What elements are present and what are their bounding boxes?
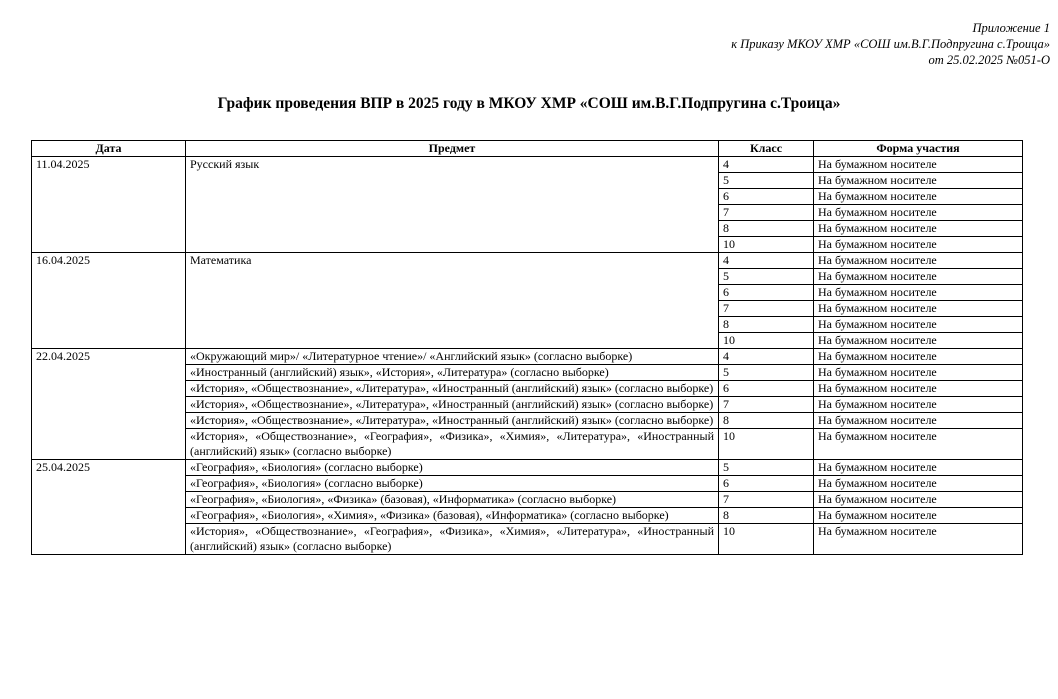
subject-cell: «География», «Биология» (согласно выборке) [186, 476, 719, 492]
participation-form-cell: На бумажном носителе [814, 157, 1023, 173]
participation-form-cell: На бумажном носителе [814, 253, 1023, 269]
table-body [32, 157, 1023, 555]
participation-form-cell: На бумажном носителе [814, 429, 1023, 460]
subject-cell: Математика [186, 253, 719, 349]
participation-form-cell: На бумажном носителе [814, 237, 1023, 253]
subject-cell: Русский язык [186, 157, 719, 253]
vpr-schedule-table [31, 140, 1023, 555]
class-cell: 8 [719, 508, 814, 524]
subject-cell: «История», «Обществознание», «Литература», «Иностранный (английский) язык» (согласно выборке) [186, 381, 719, 397]
document-title: График проведения ВПР в 2025 году в МКОУ ХМР «СОШ им.В.Г.Подпругина с.Троица» [217, 95, 841, 112]
subject-cell: «Окружающий мир»/ «Литературное чтение»/ «Английский язык» (согласно выборке) [186, 349, 719, 365]
subject-cell: «Иностранный (английский) язык», «История», «Литература» (согласно выборке) [186, 365, 719, 381]
class-cell: 10 [719, 237, 814, 253]
date-cell: 25.04.2025 [32, 460, 186, 555]
subject-cell: «География», «Биология», «Химия», «Физика» (базовая), «Информатика» (согласно выборке) [186, 508, 719, 524]
participation-form-cell: На бумажном носителе [814, 205, 1023, 221]
class-cell: 6 [719, 476, 814, 492]
class-cell: 6 [719, 189, 814, 205]
table-row [32, 349, 1023, 365]
column-header-class: Класс [719, 141, 814, 157]
class-cell: 5 [719, 269, 814, 285]
class-cell: 10 [719, 333, 814, 349]
order-reference: к Приказу МКОУ ХМР «СОШ им.В.Г.Подпругина с.Троица» [731, 37, 1050, 51]
participation-form-cell: На бумажном носителе [814, 397, 1023, 413]
subject-cell: «История», «Обществознание», «Литература», «Иностранный (английский) язык» (согласно выборке) [186, 413, 719, 429]
participation-form-cell: На бумажном носителе [814, 492, 1023, 508]
participation-form-cell: На бумажном носителе [814, 476, 1023, 492]
table-header-row [32, 141, 1023, 157]
subject-cell: «История», «Обществознание», «География», «Физика», «Химия», «Литература», «Иностранный (английский) язык» (согласно выборке) [186, 524, 719, 555]
participation-form-cell: На бумажном носителе [814, 365, 1023, 381]
participation-form-cell: На бумажном носителе [814, 460, 1023, 476]
participation-form-cell: На бумажном носителе [814, 333, 1023, 349]
participation-form-cell: На бумажном носителе [814, 221, 1023, 237]
class-cell: 8 [719, 221, 814, 237]
participation-form-cell: На бумажном носителе [814, 524, 1023, 555]
participation-form-cell: На бумажном носителе [814, 269, 1023, 285]
order-date: от 25.02.2025 №051-О [928, 53, 1050, 67]
appendix-label: Приложение 1 [972, 21, 1050, 35]
class-cell: 8 [719, 317, 814, 333]
participation-form-cell: На бумажном носителе [814, 349, 1023, 365]
participation-form-cell: На бумажном носителе [814, 381, 1023, 397]
participation-form-cell: На бумажном носителе [814, 508, 1023, 524]
date-cell: 22.04.2025 [32, 349, 186, 460]
class-cell: 6 [719, 381, 814, 397]
participation-form-cell: На бумажном носителе [814, 301, 1023, 317]
column-header-form: Форма участия [814, 141, 1023, 157]
subject-cell: «История», «Обществознание», «Литература», «Иностранный (английский) язык» (согласно выборке) [186, 397, 719, 413]
class-cell: 5 [719, 460, 814, 476]
table-row [32, 460, 1023, 476]
class-cell: 4 [719, 253, 814, 269]
class-cell: 10 [719, 524, 814, 555]
class-cell: 7 [719, 397, 814, 413]
date-cell: 11.04.2025 [32, 157, 186, 253]
column-header-subject: Предмет [186, 141, 719, 157]
subject-cell: «История», «Обществознание», «География», «Физика», «Химия», «Литература», «Иностранный (английский) язык» (согласно выборке) [186, 429, 719, 460]
participation-form-cell: На бумажном носителе [814, 189, 1023, 205]
class-cell: 7 [719, 205, 814, 221]
class-cell: 4 [719, 349, 814, 365]
class-cell: 5 [719, 365, 814, 381]
subject-cell: «География», «Биология», «Физика» (базовая), «Информатика» (согласно выборке) [186, 492, 719, 508]
participation-form-cell: На бумажном носителе [814, 413, 1023, 429]
class-cell: 4 [719, 157, 814, 173]
participation-form-cell: На бумажном носителе [814, 317, 1023, 333]
date-cell: 16.04.2025 [32, 253, 186, 349]
class-cell: 6 [719, 285, 814, 301]
class-cell: 8 [719, 413, 814, 429]
class-cell: 5 [719, 173, 814, 189]
appendix-note [731, 20, 1050, 68]
subject-cell: «География», «Биология» (согласно выборке) [186, 460, 719, 476]
class-cell: 7 [719, 301, 814, 317]
table-row [32, 157, 1023, 173]
participation-form-cell: На бумажном носителе [814, 173, 1023, 189]
participation-form-cell: На бумажном носителе [814, 285, 1023, 301]
class-cell: 7 [719, 492, 814, 508]
table-row [32, 253, 1023, 269]
class-cell: 10 [719, 429, 814, 460]
column-header-date: Дата [32, 141, 186, 157]
